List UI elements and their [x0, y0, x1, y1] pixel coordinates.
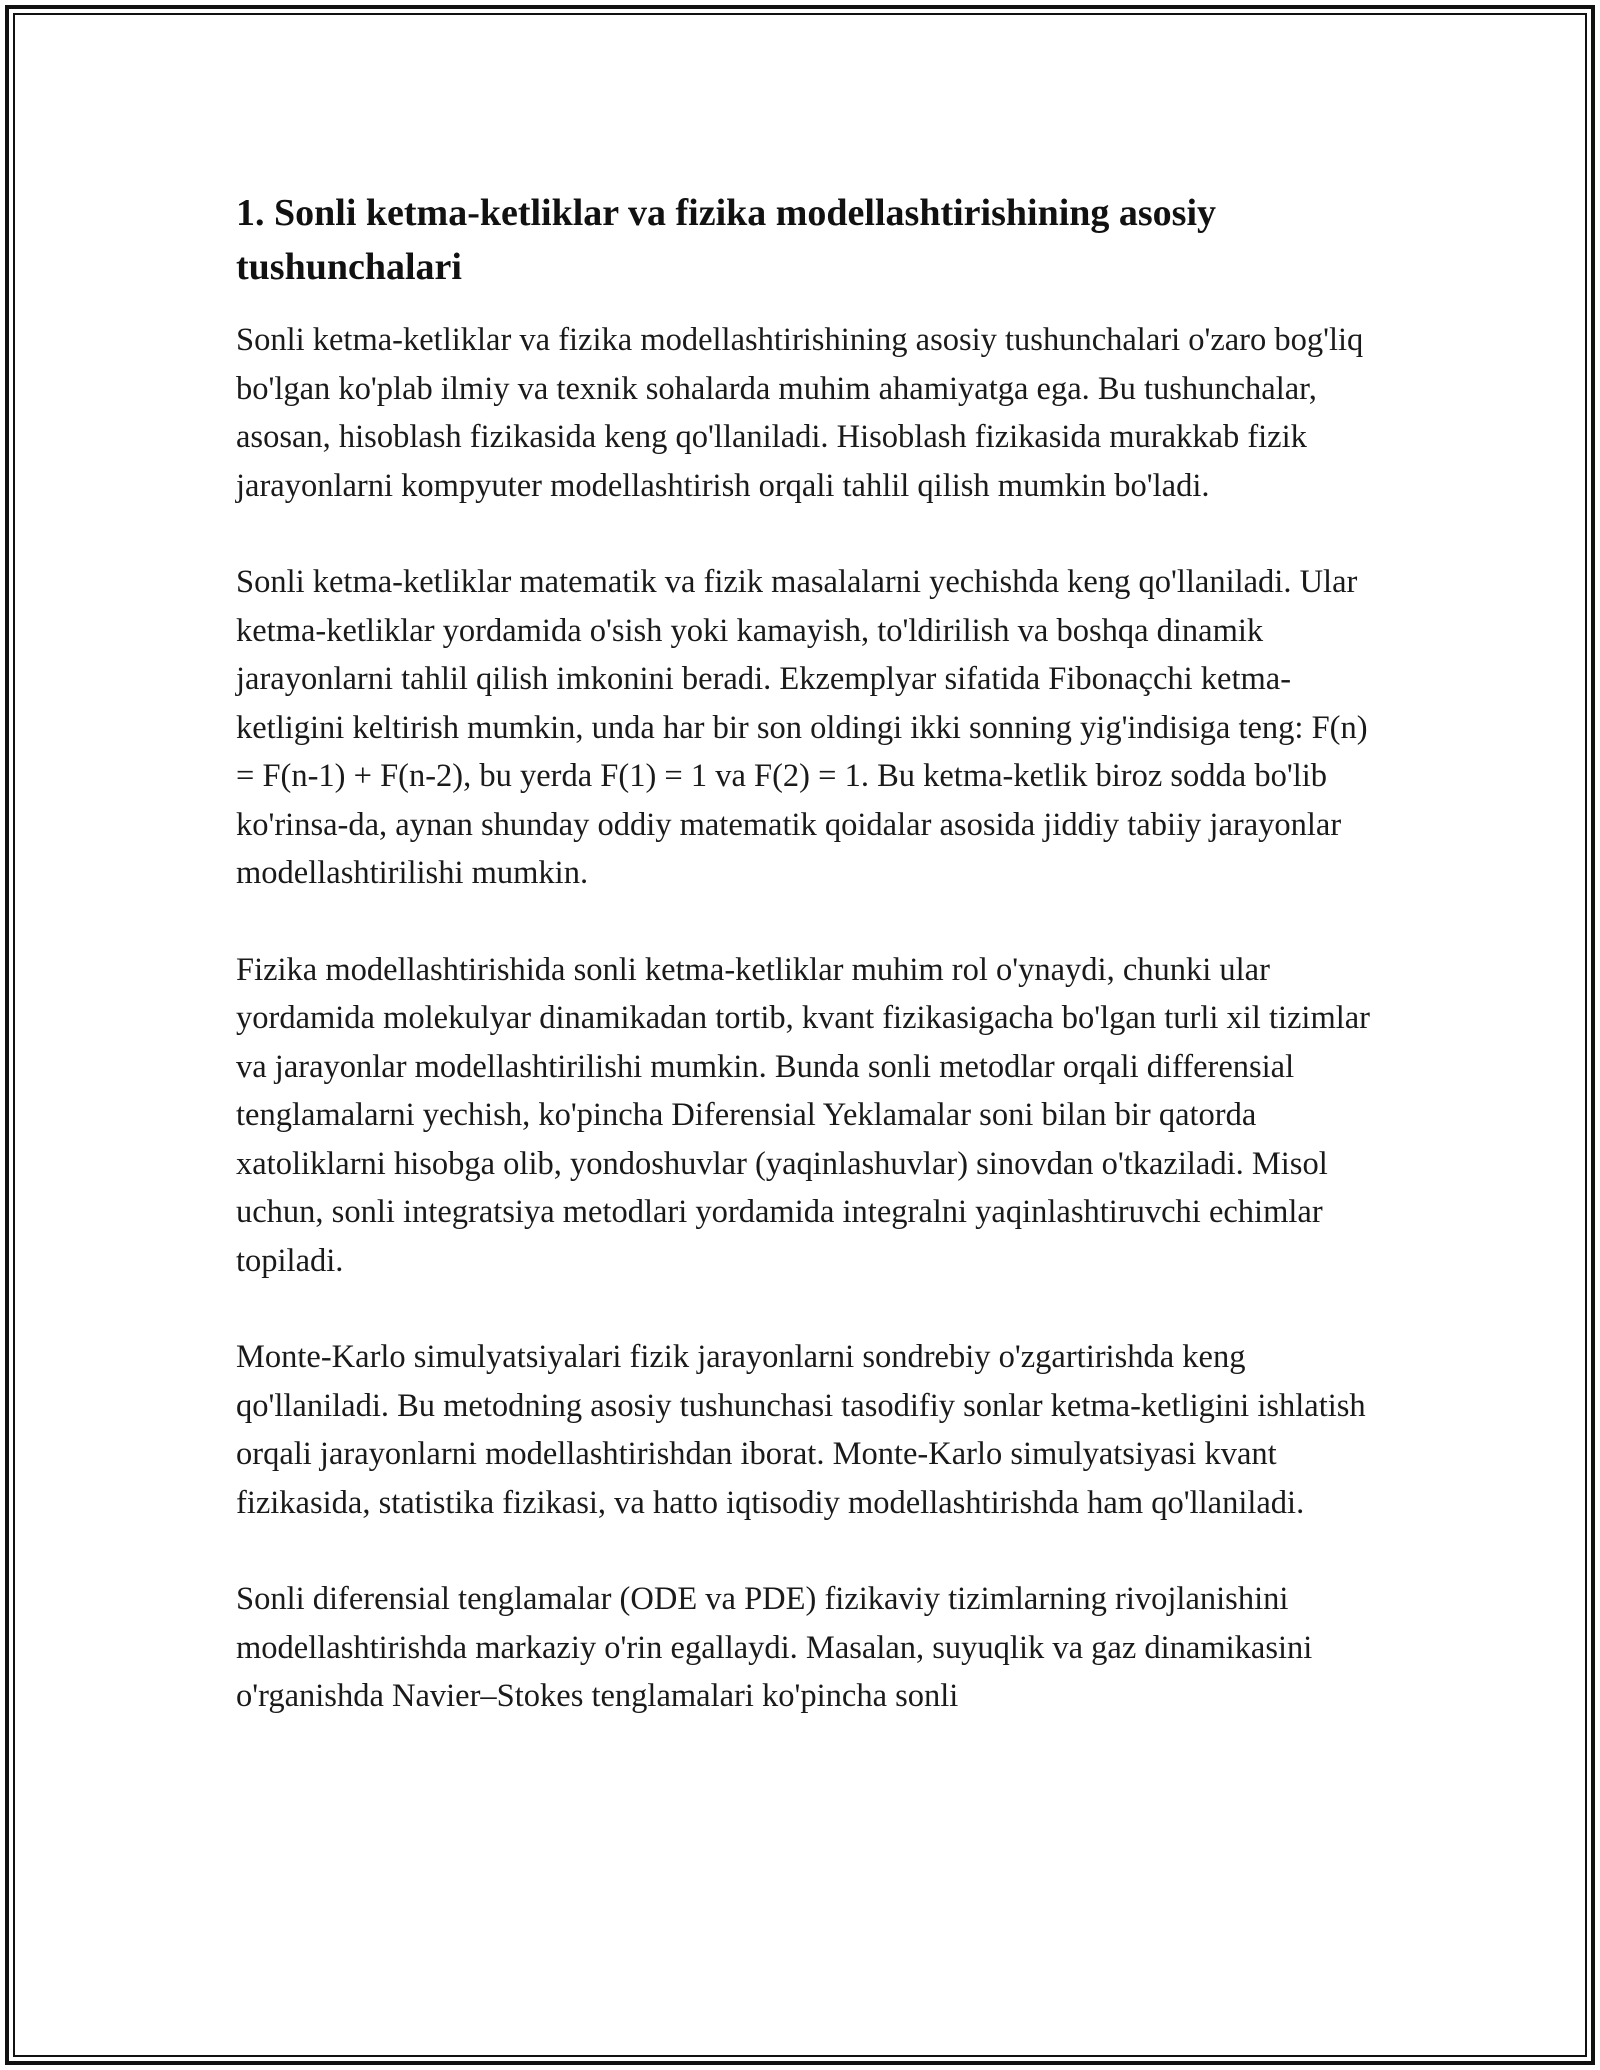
paragraph-2: Sonli ketma-ketliklar matematik va fizik masalalarni yechishda keng qo'llaniladi. Ular ketma-ketliklar yordamida o'sish yoki kamayish, to'ldirilish va boshqa dinamik jarayonlarni tahlil qilish imkonini beradi. Ekzemplyar sifatida Fibonaçchi ketma-ketligini keltirish mumkin, unda har bir son oldingi ikki sonning yig'indisiga teng: F(n) = F(n-1) + F(n-2), bu yerda F(1) = 1 va F(2) = 1. Bu ketma-ketlik biroz sodda bo'lib ko'rinsa-da, aynan shunday oddiy matematik qoidalar asosida jiddiy tabiiy jarayonlar modellashtirilishi mumkin.	[236, 564, 1368, 891]
paragraph-5: Sonli diferensial tenglamalar (ODE va PDE) fizikaviy tizimlarning rivojlanishini modellashtirishda markaziy o'rin egallaydi. Masalan, suyuqlik va gaz dinamikasini o'rganishda Navier–Stokes tenglamalari ko'pincha sonli	[236, 1581, 1313, 1714]
document-body	[236, 186, 1372, 1769]
section-heading: 1. Sonli ketma-ketliklar va fizika modellashtirishining asosiy tushunchalari	[236, 192, 1217, 288]
paragraph-4: Monte-Karlo simulyatsiyalari fizik jarayonlarni sondrebiy o'zgartirishda keng qo'llaniladi. Bu metodning asosiy tushunchasi tasodifiy sonlar ketma-ketligini ishlatish orqali jarayonlarni modellashtirishdan iborat. Monte-Karlo simulyatsiyasi kvant fizikasida, statistika fizikasi, va hatto iqtisodiy modellashtirishda ham qo'llaniladi.	[236, 1339, 1366, 1521]
paragraph-3: Fizika modellashtirishida sonli ketma-ketliklar muhim rol o'ynaydi, chunki ular yordamida molekulyar dinamikadan tortib, kvant fizikasigacha bo'lgan turli xil tizimlar va jarayonlar modellashtirilishi mumkin. Bunda sonli metodlar orqali differensial tenglamalarni yechish, ko'pincha Diferensial Yeklamalar soni bilan bir qatorda xatoliklarni hisobga olib, yondoshuvlar (yaqinlashuvlar) sinovdan o'tkaziladi. Misol uchun, sonli integratsiya metodlari yordamida integralni yaqinlashtiruvchi echimlar topiladi.	[236, 951, 1371, 1279]
paragraph-1: Sonli ketma-ketliklar va fizika modellashtirishining asosiy tushunchalari o'zaro bog'liq bo'lgan ko'plab ilmiy va texnik sohalarda muhim ahamiyatga ega. Bu tushunchalar, asosan, hisoblash fizikasida keng qo'llaniladi. Hisoblash fizikasida murakkab fizik jarayonlarni kompyuter modellashtirish orqali tahlil qilish mumkin bo'ladi.	[236, 322, 1364, 504]
